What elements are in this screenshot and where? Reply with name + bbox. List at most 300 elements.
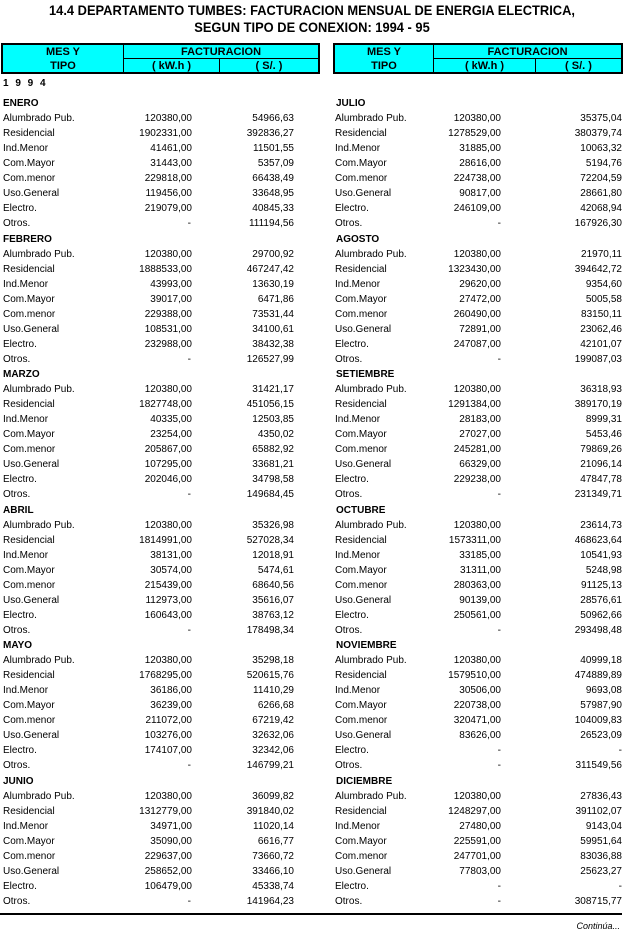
row-soles: 40845,33 — [252, 203, 294, 214]
row-kwh: - — [497, 218, 501, 229]
row-soles: 21096,14 — [580, 459, 622, 470]
row-kwh: 77803,00 — [459, 865, 501, 877]
row-tipo: Electro. — [3, 880, 37, 892]
row-kwh: 120380,00 — [144, 519, 192, 531]
row-soles: 36099,82 — [252, 790, 294, 802]
table-row — [333, 487, 624, 502]
row-soles: 474889,89 — [574, 670, 622, 681]
table-row — [333, 743, 624, 758]
table-row — [0, 201, 320, 216]
row-kwh: 211072,00 — [145, 715, 192, 726]
row-soles: 5474,61 — [257, 564, 294, 576]
row-tipo: Ind.Menor — [3, 414, 49, 425]
page-title: 14.4 DEPARTAMENTO TUMBES: FACTURACION MENSUAL DE ENERGIA ELECTRICA, — [49, 2, 575, 18]
row-soles: 5005,58 — [585, 293, 622, 305]
row-kwh: 107295,00 — [144, 459, 192, 470]
row-tipo: Com.Mayor — [3, 700, 55, 711]
row-tipo: Uso.General — [335, 865, 392, 877]
row-soles: 311549,56 — [575, 760, 622, 771]
table-row — [333, 337, 624, 352]
row-kwh: 250561,00 — [453, 609, 501, 621]
table-row — [0, 789, 320, 804]
month-name: FEBRERO — [3, 233, 52, 245]
row-tipo: Alumbrado Pub. — [3, 519, 75, 531]
row-kwh: 41461,00 — [150, 143, 192, 154]
table-row — [333, 442, 624, 457]
row-soles: 23062,46 — [580, 323, 622, 335]
row-tipo: Residencial — [335, 128, 387, 139]
row-tipo: Alumbrado Pub. — [3, 790, 75, 802]
table-row — [0, 487, 320, 502]
table-row — [333, 578, 624, 593]
row-soles: 72204,59 — [580, 173, 622, 184]
page-subtitle: SEGUN TIPO DE CONEXION: 1994 - 95 — [194, 19, 430, 35]
month-block — [333, 774, 624, 910]
table-row — [0, 819, 320, 834]
row-tipo: Alumbrado Pub. — [335, 384, 407, 395]
month-name: OCTUBRE — [336, 504, 386, 516]
month-block — [0, 96, 320, 232]
table-row — [0, 758, 320, 773]
row-kwh: 66329,00 — [459, 459, 501, 470]
row-kwh: 31443,00 — [150, 158, 192, 169]
table-row — [0, 322, 320, 337]
table-row — [333, 111, 624, 126]
row-kwh: 120380,00 — [453, 655, 501, 666]
table-row — [0, 352, 320, 367]
table-row — [333, 548, 624, 563]
row-tipo: Com.menor — [335, 579, 388, 591]
row-tipo: Ind.Menor — [335, 143, 381, 154]
table-row — [0, 743, 320, 758]
row-tipo: Ind.Menor — [3, 685, 49, 696]
table-row — [0, 864, 320, 879]
row-tipo: Com.Mayor — [3, 564, 55, 576]
row-kwh: - — [497, 489, 501, 500]
row-tipo: Alumbrado Pub. — [3, 113, 75, 124]
row-soles: 6471,86 — [257, 293, 294, 305]
table-row — [333, 563, 624, 578]
row-kwh: 247701,00 — [453, 850, 501, 862]
row-kwh: 1888533,00 — [139, 263, 192, 275]
row-kwh: 120380,00 — [453, 519, 501, 531]
row-kwh: 224738,00 — [453, 173, 501, 184]
row-soles: 11020,14 — [253, 820, 294, 832]
header-soles: ( S/. ) — [255, 60, 283, 72]
row-soles: 33648,95 — [252, 188, 294, 199]
row-soles: 32342,06 — [252, 745, 294, 756]
row-tipo: Com.Mayor — [335, 293, 387, 305]
table-row — [0, 849, 320, 864]
row-tipo: Uso.General — [3, 188, 60, 199]
table-row — [333, 126, 624, 141]
row-soles: 6616,77 — [257, 835, 294, 847]
table-row — [333, 322, 624, 337]
header-mes-y: MES Y — [366, 46, 402, 58]
table-row — [333, 397, 624, 412]
row-soles: 73660,72 — [252, 850, 294, 862]
row-soles: 54966,63 — [252, 113, 294, 124]
row-soles: 35616,07 — [252, 594, 294, 606]
row-tipo: Alumbrado Pub. — [335, 655, 407, 666]
row-kwh: - — [497, 895, 501, 907]
row-soles: 149684,45 — [246, 489, 294, 500]
table-row — [0, 563, 320, 578]
row-kwh: 120380,00 — [453, 384, 501, 395]
row-soles: 73531,44 — [252, 308, 294, 320]
table-row — [333, 412, 624, 427]
table-row — [0, 442, 320, 457]
table-row — [333, 593, 624, 608]
month-block — [0, 503, 320, 639]
table-row — [333, 277, 624, 292]
row-soles: 4350,02 — [257, 429, 294, 440]
row-soles: 29700,92 — [252, 248, 294, 260]
row-tipo: Otros. — [3, 760, 31, 771]
row-kwh: 108531,00 — [144, 323, 192, 335]
row-kwh: 320471,00 — [453, 715, 501, 726]
row-tipo: Otros. — [335, 218, 363, 229]
row-kwh: 120380,00 — [144, 655, 192, 666]
month-name: JULIO — [336, 98, 366, 109]
row-tipo: Alumbrado Pub. — [3, 248, 75, 260]
row-kwh: 1902331,00 — [139, 128, 192, 139]
row-soles: 8999,31 — [585, 414, 622, 425]
row-soles: 308715,77 — [574, 895, 622, 907]
row-soles: 380379,74 — [574, 128, 622, 139]
table-row — [333, 623, 624, 638]
row-soles: 111194,56 — [248, 218, 294, 229]
row-kwh: 120380,00 — [144, 384, 192, 395]
month-block — [333, 232, 624, 368]
table-row — [0, 683, 320, 698]
row-kwh: 1573311,00 — [448, 534, 501, 546]
month-name: MARZO — [3, 369, 40, 380]
row-tipo: Otros. — [335, 353, 363, 365]
month-name: ABRIL — [3, 504, 34, 516]
row-soles: 42101,07 — [580, 338, 622, 350]
row-tipo: Com.menor — [3, 850, 56, 862]
row-kwh: 90817,00 — [459, 188, 501, 199]
row-tipo: Electro. — [3, 609, 37, 621]
month-name: ENERO — [3, 98, 39, 109]
row-tipo: Com.menor — [3, 308, 56, 320]
table-row — [333, 789, 624, 804]
row-kwh: 1768295,00 — [139, 670, 192, 681]
table-row — [0, 728, 320, 743]
row-kwh: - — [187, 353, 191, 365]
row-soles: 36318,93 — [580, 384, 622, 395]
row-kwh: 34971,00 — [150, 820, 192, 832]
row-kwh: 31311,00 — [460, 564, 501, 576]
month-block — [0, 638, 320, 774]
row-soles: 293498,48 — [574, 624, 622, 636]
row-kwh: 202046,00 — [144, 474, 192, 485]
row-kwh: - — [187, 760, 191, 771]
row-soles: 389170,19 — [574, 399, 622, 410]
row-tipo: Residencial — [335, 534, 387, 546]
month-name: AGOSTO — [336, 233, 380, 245]
months-column-right — [333, 96, 624, 909]
row-tipo: Com.menor — [3, 173, 56, 184]
row-soles: 35326,98 — [252, 519, 294, 531]
row-soles: 451056,15 — [246, 399, 294, 410]
table-row — [333, 849, 624, 864]
row-soles: 32632,06 — [252, 730, 294, 741]
row-tipo: Ind.Menor — [335, 549, 381, 561]
row-soles: 83150,11 — [581, 308, 622, 320]
row-kwh: 1278529,00 — [448, 128, 501, 139]
row-kwh: 260490,00 — [453, 308, 501, 320]
row-kwh: 280363,00 — [453, 579, 501, 591]
row-kwh: 72891,00 — [459, 323, 501, 335]
row-tipo: Electro. — [335, 474, 369, 485]
row-tipo: Residencial — [335, 670, 387, 681]
row-tipo: Ind.Menor — [335, 820, 381, 832]
row-tipo: Com.menor — [3, 715, 56, 726]
month-name: MAYO — [3, 640, 33, 651]
table-row — [0, 593, 320, 608]
row-soles: 91125,13 — [581, 579, 622, 591]
row-tipo: Alumbrado Pub. — [335, 519, 407, 531]
row-tipo: Alumbrado Pub. — [3, 655, 75, 666]
row-soles: 50962,66 — [580, 609, 622, 621]
row-kwh: 90139,00 — [459, 594, 501, 606]
month-block — [0, 367, 320, 503]
row-kwh: 83626,00 — [459, 730, 501, 741]
row-kwh: 160643,00 — [144, 609, 192, 621]
row-tipo: Otros. — [3, 624, 31, 636]
header-mes-y: MES Y — [45, 46, 81, 58]
row-tipo: Electro. — [335, 203, 369, 214]
table-row — [0, 608, 320, 623]
row-tipo: Ind.Menor — [3, 143, 49, 154]
row-tipo: Com.Mayor — [3, 835, 55, 847]
row-soles: 11410,29 — [253, 685, 294, 696]
table-row — [333, 262, 624, 277]
row-kwh: 1312779,00 — [139, 805, 192, 817]
row-kwh: 120380,00 — [144, 790, 192, 802]
table-row — [333, 427, 624, 442]
row-tipo: Com.menor — [3, 444, 56, 455]
row-tipo: Com.menor — [335, 444, 388, 455]
row-soles: 12503,85 — [252, 414, 294, 425]
row-tipo: Residencial — [3, 128, 55, 139]
header-tipo: TIPO — [371, 60, 397, 72]
row-tipo: Ind.Menor — [3, 820, 49, 832]
row-soles: 33681,21 — [252, 459, 294, 470]
row-soles: 35298,18 — [252, 655, 294, 666]
row-kwh: 245281,00 — [453, 444, 501, 455]
year-label: 1 9 9 4 — [3, 78, 48, 89]
row-tipo: Com.Mayor — [335, 429, 387, 440]
row-kwh: 43993,00 — [150, 278, 192, 290]
table-row — [333, 879, 624, 894]
row-tipo: Electro. — [335, 338, 369, 350]
row-tipo: Otros. — [3, 353, 31, 365]
row-tipo: Electro. — [335, 745, 369, 756]
table-row — [0, 578, 320, 593]
row-kwh: 258652,00 — [144, 865, 192, 877]
table-row — [0, 141, 320, 156]
row-soles: 178498,34 — [246, 624, 294, 636]
table-row — [0, 171, 320, 186]
table-row — [0, 397, 320, 412]
row-soles: 65882,92 — [252, 444, 294, 455]
row-kwh: 120380,00 — [453, 248, 501, 260]
row-tipo: Electro. — [3, 474, 37, 485]
row-kwh: - — [497, 745, 501, 756]
row-kwh: 246109,00 — [453, 203, 501, 214]
row-kwh: 225591,00 — [453, 835, 501, 847]
month-block — [333, 638, 624, 774]
table-row — [333, 518, 624, 533]
row-kwh: - — [187, 895, 191, 907]
row-kwh: 36239,00 — [150, 700, 192, 711]
row-kwh: 23254,00 — [150, 429, 192, 440]
table-row — [333, 894, 624, 909]
row-soles: 6266,68 — [257, 700, 294, 711]
table-row — [0, 247, 320, 262]
month-block — [333, 96, 624, 232]
row-kwh: 215439,00 — [144, 579, 192, 591]
table-row — [333, 186, 624, 201]
row-soles: 141964,23 — [246, 895, 294, 907]
row-soles: 68640,56 — [252, 579, 294, 591]
row-kwh: 120380,00 — [453, 790, 501, 802]
row-kwh: 27027,00 — [459, 429, 501, 440]
row-soles: 28661,80 — [580, 188, 622, 199]
row-soles: 28576,61 — [580, 594, 622, 606]
row-tipo: Uso.General — [335, 323, 392, 335]
table-row — [333, 382, 624, 397]
row-kwh: 30506,00 — [459, 685, 501, 696]
row-soles: 31421,17 — [252, 384, 294, 395]
table-row — [0, 427, 320, 442]
row-soles: 468623,64 — [574, 534, 622, 546]
row-kwh: 120380,00 — [453, 113, 501, 124]
row-kwh: 28183,00 — [459, 414, 501, 425]
table-row — [0, 698, 320, 713]
row-kwh: 205867,00 — [144, 444, 192, 455]
table-row — [0, 713, 320, 728]
row-kwh: 106479,00 — [144, 880, 192, 892]
row-tipo: Com.Mayor — [335, 700, 387, 711]
table-row — [333, 292, 624, 307]
row-tipo: Residencial — [3, 670, 55, 681]
row-soles: 11501,55 — [253, 143, 294, 154]
row-kwh: 219079,00 — [144, 203, 192, 214]
continues-note: Continúa... — [576, 921, 620, 931]
row-tipo: Com.Mayor — [335, 835, 387, 847]
row-soles: 9354,60 — [585, 278, 622, 290]
table-row — [333, 141, 624, 156]
row-soles: 392836,27 — [246, 128, 294, 139]
row-tipo: Uso.General — [3, 730, 60, 741]
row-tipo: Residencial — [3, 399, 55, 410]
row-tipo: Com.Mayor — [3, 293, 55, 305]
row-tipo: Alumbrado Pub. — [335, 113, 407, 124]
row-tipo: Otros. — [3, 895, 31, 907]
row-tipo: Com.Mayor — [3, 429, 55, 440]
row-tipo: Alumbrado Pub. — [3, 384, 75, 395]
table-row — [0, 307, 320, 322]
row-kwh: 174107,00 — [144, 745, 192, 756]
table-row — [333, 608, 624, 623]
table-row — [333, 713, 624, 728]
row-tipo: Residencial — [3, 263, 55, 275]
table-bottom-rule — [0, 913, 622, 915]
row-kwh: 229238,00 — [453, 474, 501, 485]
row-tipo: Uso.General — [335, 188, 392, 199]
row-kwh: 29620,00 — [459, 278, 501, 290]
table-row — [333, 533, 624, 548]
table-row — [0, 804, 320, 819]
row-tipo: Com.menor — [335, 715, 388, 726]
header-divider — [124, 58, 318, 59]
row-soles: 34798,58 — [252, 474, 294, 485]
header-facturacion: FACTURACION — [487, 46, 568, 58]
row-soles: 38763,12 — [252, 609, 294, 621]
table-row — [333, 156, 624, 171]
row-tipo: Com.Mayor — [3, 158, 55, 169]
row-soles: 391840,02 — [246, 805, 294, 817]
row-soles: 146799,21 — [246, 760, 294, 771]
row-soles: 42068,94 — [580, 203, 622, 214]
row-soles: 126527,99 — [246, 353, 294, 365]
month-block — [333, 367, 624, 503]
row-kwh: 39017,00 — [150, 293, 192, 305]
row-soles: 79869,26 — [580, 444, 622, 455]
row-tipo: Com.menor — [335, 850, 388, 862]
row-kwh: - — [497, 353, 501, 365]
header-soles: ( S/. ) — [565, 60, 592, 72]
row-kwh: 1248297,00 — [448, 805, 501, 817]
row-soles: - — [618, 745, 622, 756]
row-tipo: Electro. — [335, 609, 369, 621]
table-row — [0, 533, 320, 548]
table-row — [0, 518, 320, 533]
row-tipo: Uso.General — [3, 865, 60, 877]
row-kwh: 120380,00 — [144, 248, 192, 260]
table-row — [333, 668, 624, 683]
month-block — [333, 503, 624, 639]
row-kwh: 27472,00 — [459, 293, 501, 305]
table-row — [0, 668, 320, 683]
row-soles: 23614,73 — [580, 519, 622, 531]
table-header-right — [333, 43, 623, 74]
row-soles: 5194,76 — [585, 158, 622, 169]
table-header-left — [1, 43, 320, 74]
row-soles: 520615,76 — [246, 670, 294, 681]
row-soles: 34100,61 — [252, 323, 294, 335]
row-soles: 231349,71 — [574, 489, 622, 500]
row-tipo: Com.menor — [335, 173, 388, 184]
table-row — [0, 186, 320, 201]
row-tipo: Residencial — [335, 805, 387, 817]
header-tipo: TIPO — [50, 60, 76, 72]
table-row — [0, 879, 320, 894]
row-tipo: Com.Mayor — [335, 158, 387, 169]
row-kwh: - — [187, 218, 191, 229]
row-kwh: 40335,00 — [150, 414, 192, 425]
row-kwh: 35090,00 — [150, 835, 192, 847]
row-kwh: - — [497, 624, 501, 636]
table-row — [0, 126, 320, 141]
row-tipo: Residencial — [335, 263, 387, 275]
header-facturacion: FACTURACION — [180, 46, 262, 58]
row-soles: 33466,10 — [252, 865, 294, 877]
